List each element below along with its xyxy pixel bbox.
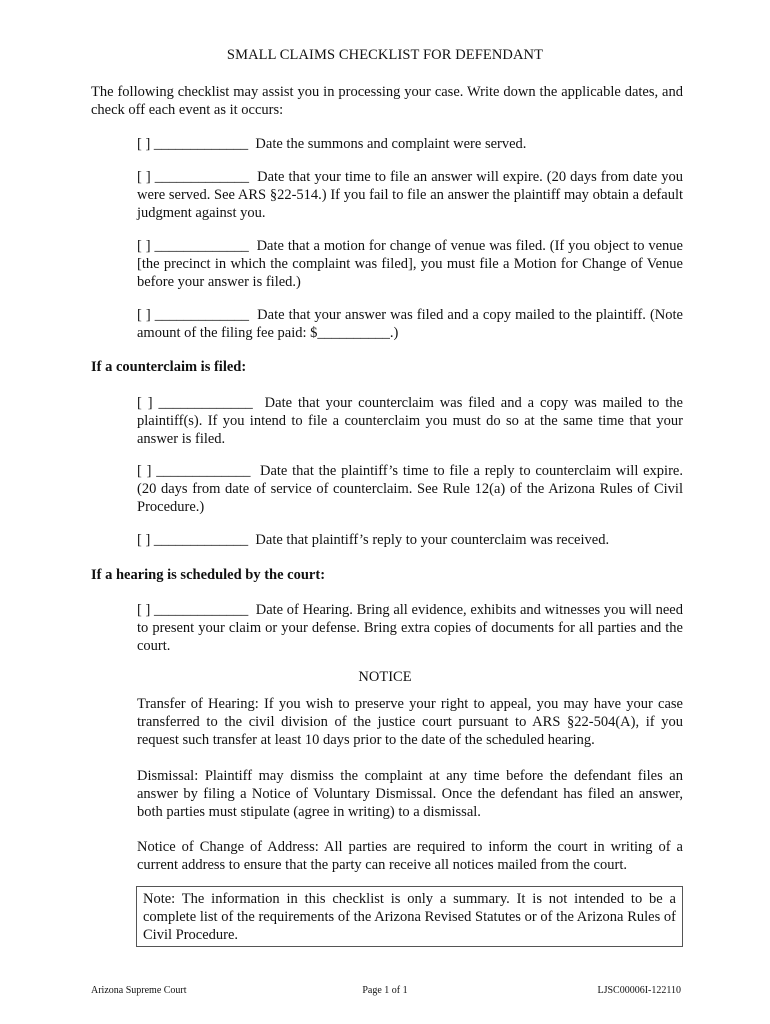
checklist-item-text: Date that your time to file an answer will expire. (20 days from date you were served. See ARS §22-514.) If you fail to file an answer the plaintiff may obtain a default judgment against you.	[137, 169, 683, 221]
document-title: SMALL CLAIMS CHECKLIST FOR DEFENDANT	[226, 47, 544, 63]
checkbox-blank[interactable]: [ ] _____________	[137, 463, 260, 479]
checklist-item-text: Date that a motion for change of venue was filed. (If you object to venue [the precinct in which the complaint was filed], you must file a Motion for Change of Venue before your answer is filed.)	[137, 238, 683, 290]
counterclaim-heading: If a counterclaim is filed:	[91, 359, 247, 375]
notice-paragraph-dismissal: Dismissal: Plaintiff may dismiss the complaint at any time before the defendant files an answer by filing a Notice of Voluntary Dismissal. Once the defendant has filed an answer, both parties must stipulate (agree in writing) to a dismissal.	[137, 768, 683, 820]
checklist-item	[137, 168, 683, 222]
checklist-item	[137, 531, 683, 549]
checkbox-blank[interactable]: [ ] _____________	[137, 238, 257, 254]
checkbox-blank[interactable]: [ ] _____________	[137, 602, 256, 618]
checkbox-blank[interactable]: [ ] _____________	[137, 136, 256, 152]
checklist-item	[137, 135, 683, 153]
checklist-item	[137, 601, 683, 655]
checklist-item-text: Date that your answer was filed and a copy mailed to the plaintiff. (Note amount of the filing fee paid: $__________.)	[137, 307, 683, 341]
checkbox-blank[interactable]: [ ] _____________	[137, 395, 265, 411]
checklist-item	[137, 462, 683, 516]
checkbox-blank[interactable]: [ ] _____________	[137, 307, 258, 323]
footer-court: Arizona Supreme Court	[91, 985, 187, 996]
checklist-item	[137, 394, 683, 448]
hearing-heading: If a hearing is scheduled by the court:	[91, 567, 326, 583]
footer-form-code: LJSC00006I-122110	[597, 985, 681, 996]
checklist-item	[137, 237, 683, 291]
intro-paragraph: The following checklist may assist you in processing your case. Write down the applicable dates, and check off each event as it occurs:	[91, 84, 683, 118]
notice-paragraph-transfer: Transfer of Hearing: If you wish to preserve your right to appeal, you may have your case transferred to the civil division of the justice court pursuant to ARS §22-504(A), if you request such transfer at least 10 days prior to the date of the scheduled hearing.	[137, 696, 683, 748]
checklist-item-text: Date of Hearing. Bring all evidence, exhibits and witnesses you will need to present your claim or your defense. Bring extra copies of documents for all parties and the court.	[137, 602, 683, 654]
checkbox-blank[interactable]: [ ] _____________	[137, 169, 258, 185]
checklist-item-text: Date that your counterclaim was filed and a copy was mailed to the plaintiff(s). If you intend to file a counterclaim you must do so at the same time that your answer is filed.	[137, 395, 683, 447]
footer-page-number: Page 1 of 1	[362, 985, 408, 996]
checklist-item-text: Date that plaintiff’s reply to your counterclaim was received.	[255, 532, 610, 548]
checkbox-blank[interactable]: [ ] _____________	[137, 532, 256, 548]
summary-note-box: Note: The information in this checklist is only a summary. It is not intended to be a complete list of the requirements of the Arizona Revised Statutes or of the Arizona Rules of Civil Procedure.	[136, 886, 683, 947]
notice-paragraph-address: Notice of Change of Address: All parties are required to inform the court in writing of a current address to ensure that the party can receive all notices mailed from the court.	[137, 839, 683, 873]
checklist-item-text: Date that the plaintiff’s time to file a reply to counterclaim will expire. (20 days from date of service of counterclaim. See Rule 12(a) of the Arizona Rules of Civil Procedure.)	[137, 463, 683, 515]
checklist-item	[137, 306, 683, 342]
checklist-item-text: Date the summons and complaint were served.	[255, 136, 527, 152]
notice-title: NOTICE	[358, 669, 412, 685]
